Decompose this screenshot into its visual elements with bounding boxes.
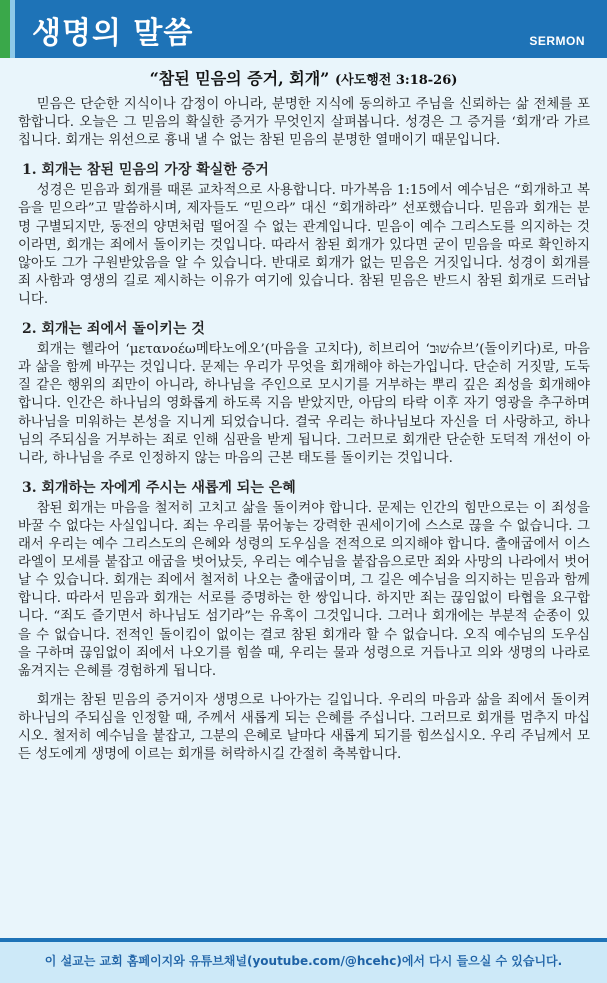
sermon-tag: SERMON [529, 34, 585, 48]
sermon-body [18, 96, 590, 764]
sermon-heading [0, 66, 607, 89]
section-3-body: 참된 회개는 마음을 철저히 고치고 삶을 돌이켜야 합니다. 문제는 인간의 힘만으로는 이 죄성을 바꿀 수 없다는 사실입니다. 죄는 우리를 묶어놓는 강력한 권세이기에 스스로 끊을 수 없습니다. 그래서 우리는 예수 그리스도의 은혜와 성령의 도우심을 전적으로 의지해야 합니다. 출애굽에서 이스라엘이 모세를 붙잡고 애굽을 벗어났듯, 우리는 예수님을 붙잡음으로만 죄와 사망의 나라에서 벗어날 수 있습니다. 회개는 죄에서 철저히 나오는 출애굽이며, 그 길은 예수님을 의지하는 믿음과 함께합니다. 따라서 믿음과 회개는 서로를 증명하는 한 쌍입니다. 하지만 죄는 끊임없이 타협을 요구합니다. “죄도 즐기면서 하나님도 섬기라”는 유혹이 그것입니다. 그러나 회개에는 부분적 순종이 있을 수 없습니다. 전적인 돌이킴이 없이는 결코 참된 회개라 할 수 없습니다. 오직 예수님의 도우심을 구하며 끊임없이 죄에서 나오기를 힘쓸 때, 우리는 물과 성령으로 거듭나고 의와 생명의 나라로 옮겨지는 은혜를 경험하게 됩니다. [18, 500, 590, 679]
sermon-title: “참된 믿음의 증거, 회개” [149, 69, 330, 88]
section-1-title: 1. 회개는 참된 믿음의 가장 확실한 증거 [22, 162, 269, 179]
section-1-body: 성경은 믿음과 회개를 때론 교차적으로 사용합니다. 마가복음 1:15에서 예수님은 “회개하고 복음을 믿으라”고 말씀하시며, 제자들도 “믿으라” 대신 “회개하라” 선포했습니다. 믿음과 회개는 분명 구별되지만, 동전의 양면처럼 떨어질 수 없는 관계입니다. 믿음이 예수 그리스도를 의지하는 것이라면, 회개는 죄에서 돌이키는 것입니다. 따라서 참된 회개가 있다면 굳이 믿음을 따로 확인하지 않아도 그가 구원받았음을 알 수 있습니다. 반대로 회개가 없는 믿음은 거짓입니다. 성경이 회개를 죄 사함과 영생의 길로 제시하는 이유가 여기에 있습니다. 참된 믿음은 반드시 참된 회개로 드러납니다. [18, 183, 590, 307]
bulletin-title: 생명의 말씀 [32, 16, 194, 51]
footer-bar [0, 938, 607, 983]
paragraph-gap [18, 681, 590, 692]
section-3-title: 3. 회개하는 자에게 주시는 새롭게 되는 은혜 [22, 479, 296, 496]
footer-note: 이 설교는 교회 홈페이지와 유튜브채널(youtube.com/@hcehc)에서 다시 들으실 수 있습니다. [44, 954, 563, 968]
conclusion-paragraph: 회개는 참된 믿음의 증거이자 생명으로 나아가는 길입니다. 우리의 마음과 삶을 죄에서 돌이켜 하나님의 주되심을 인정할 때, 주께서 새롭게 되는 은혜를 주십니다. 그러므로 회개를 멈추지 마십시오. 철저히 예수님을 붙잡고, 그분의 은혜로 날마다 새롭게 되기를 힘쓰십시오. 우리 주님께서 모든 성도에게 생명에 이르는 회개를 허락하시길 간절히 축복합니다. [18, 692, 590, 763]
section-2-title: 2. 회개는 죄에서 돌이키는 것 [22, 321, 205, 338]
scripture-reference: (사도행전 3:18-26) [334, 73, 458, 88]
green-accent-stripe [0, 0, 10, 58]
intro-paragraph: 믿음은 단순한 지식이나 감정이 아니라, 분명한 지식에 동의하고 주님을 신뢰하는 삶 전체를 포함합니다. 오늘은 그 믿음의 확실한 증거가 무엇인지 살펴봅니다. 성경은 그 증거를 ‘회개’라 가르칩니다. 회개는 위선으로 흉내 낼 수 없는 참된 믿음의 분명한 열매이기 때문입니다. [18, 97, 590, 149]
footer-divider [0, 938, 607, 942]
header-banner [0, 0, 607, 58]
section-2-body: 회개는 헬라어 ‘μετανοέω메타노에오’(마음을 고치다), 히브리어 ‘שׁוּב슈브’(돌이키다)로, 마음과 삶을 함께 바꾸는 것입니다. 문제는 우리가 무엇을 회개해야 하는가입니다. 단순히 거짓말, 도둑질 같은 행위의 죄만이 아니라, 하나님을 주인으로 모시기를 거부하는 뿌리 깊은 죄성을 회개해야 합니다. 인간은 하나님의 영화롭게 하도록 지음 받았지만, 아담의 타락 이후 자기 영광을 추구하며 하나님을 미워하는 본성을 지니게 되었습니다. 결국 우리는 하나님보다 자신을 더 사랑하고, 하나님의 주되심을 거부하는 죄로 인해 심판을 받게 됩니다. 그러므로 회개란 단순한 도덕적 개선이 아니라, 하나님을 주로 인정하지 않는 마음의 근본 태도를 돌이키는 것입니다. [18, 342, 590, 466]
light-accent-stripe [10, 0, 15, 58]
